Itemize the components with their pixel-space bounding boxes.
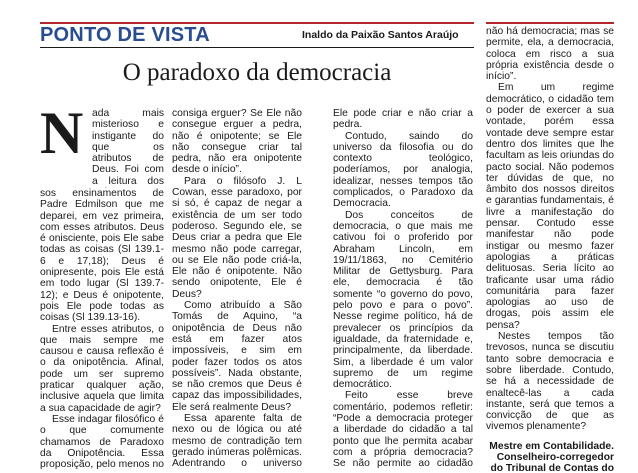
paragraph: Feito esse breve comentário, podemos refletir: “Pode a democracia proteger a liberdade do cidadão a tal ponto que lhe permita acabar com a própria democracia? Se não permite ao cidadão	[333, 390, 473, 470]
column-4	[486, 26, 614, 473]
paragraph: Como atribuído a São Tomás de Aquino, “a onipotência de Deus não está em fazer atos impossíveis, e sim em poder fazer todos os atos possíveis”. Nada obstante, se não cremos que Deus é capaz das impossibilidades, Ele será realmente Deus?	[172, 300, 302, 413]
column-2	[172, 108, 302, 470]
paragraph: Entre esses atributos, o que mais sempre me causou e causa reflexão é o da onipotência. Afinal, pode um ser supremo praticar qualquer ação, inclusive aquela que limita a sua capacidade de agir?	[40, 323, 164, 414]
paragraph: Nestes tempos tão trevosos, nunca se discutiu tanto sobre democracia e sobre liberdade. Contudo, se há a necessidade de enaltecê-las a cada instante, será que temos a convicção de que as vivemos plenamente?	[486, 331, 614, 433]
paragraph: Dos conceitos de democracia, o que mais me cativou foi o proferido por Abraham Lincoln, em 19/11/1863, no Cemitério Militar de Gettysburg. Para ele, democracia é tão somente “o governo do povo, pelo povo e para o povo”. Nesse regime político, há de prevalecer os princípios da igualdade, da fraternidade e, principalmente, da liberdade. Sim, a liberdade é um valor supremo de um regime democrático.	[333, 209, 473, 391]
column-1-lead	[92, 108, 164, 188]
paragraph: consiga erguer? Se Ele não consegue erguer a pedra, não é onipotente; se Ele não consegue criar tal pedra, não era onipotente desde o início”.	[172, 108, 302, 176]
paragraph: sos ensinamentos de Padre Edmilson que me deparei, em vez primeira, com esses atributos. Deus é onisciente, pois Ele sabe todas as coisas (Sl 139.1-6 e 17,18); Deus é onipresente, pois Ele está em todo lugar (Sl 139.7-12); e Deus é onipotente, pois Ele pode todas as coisas (Sl 139.13-16).	[40, 188, 164, 324]
section-title: PONTO DE VISTA	[40, 24, 210, 46]
paragraph: Esse indagar filosófico é o que comumente chamamos de Paradoxo da Onipotência. Essa proposição, pelo menos no	[40, 413, 164, 470]
dropcap-container	[40, 100, 86, 166]
paragraph: Ele pode criar e não criar a pedra.	[333, 108, 473, 131]
paragraph: Essa aparente falta de nexo ou de lógica ou até mesmo de contradição tem gerado inúmeras polêmicas. Adentrando o universo	[172, 413, 302, 470]
author-byline: Inaldo da Paixão Santos Araújo	[302, 29, 459, 41]
paragraph: Em um regime democrático, o cidadão tem o poder de exercer a sua vontade, porém essa vontade deve sempre estar dentro dos limites que lhe facultam as leis oriundas do pacto social. Não podemos ter dúvidas de que, no âmbito dos nossos direitos e garantias fundamentais, é livre a manifestação do pensar. Contudo esse manifestar não pode instigar ou mesmo fazer apologias a práticas delituosas. Seria lícito ao traficante usar uma rádio comunitária para fazer apologias ao uso de drogas, pois assim ele pensa?	[486, 82, 614, 331]
header-divider	[40, 47, 474, 48]
lead-paragraph: ada mais misterioso e instigante do que os atributos de Deus. Foi com a leitura dos	[92, 108, 164, 187]
column-4-accent-rule	[486, 22, 614, 24]
column-1	[40, 188, 164, 470]
paragraph: Contudo, saindo do universo da filosofia ou do contexto teológico, poderíamos, por analogia, idealizar, nesses tempos tão complicados, o Paradoxo da Democracia.	[333, 130, 473, 210]
paragraph: não há democracia; mas se permite, ela, a democracia, coloca em risco a sua própria existência desde o início”.	[486, 26, 614, 83]
dropcap-letter: N	[40, 100, 84, 166]
column-3	[333, 108, 473, 470]
paragraph: Para o filósofo J. L Cowan, esse paradoxo, por si só, é capaz de negar a existência de um ser todo poderoso. Segundo ele, se Deus criar a pedra que Ele mesmo não pode carregar, ou se Ele não pode criá-la, Ele não é onipotente. Não sendo onipotente, Ele é Deus?	[172, 175, 302, 300]
article-headline: O paradoxo da democracia	[122, 59, 392, 86]
author-bio: Mestre em Contabilidade. Conselheiro-corregedor do Tribunal de Contas do	[489, 440, 614, 473]
